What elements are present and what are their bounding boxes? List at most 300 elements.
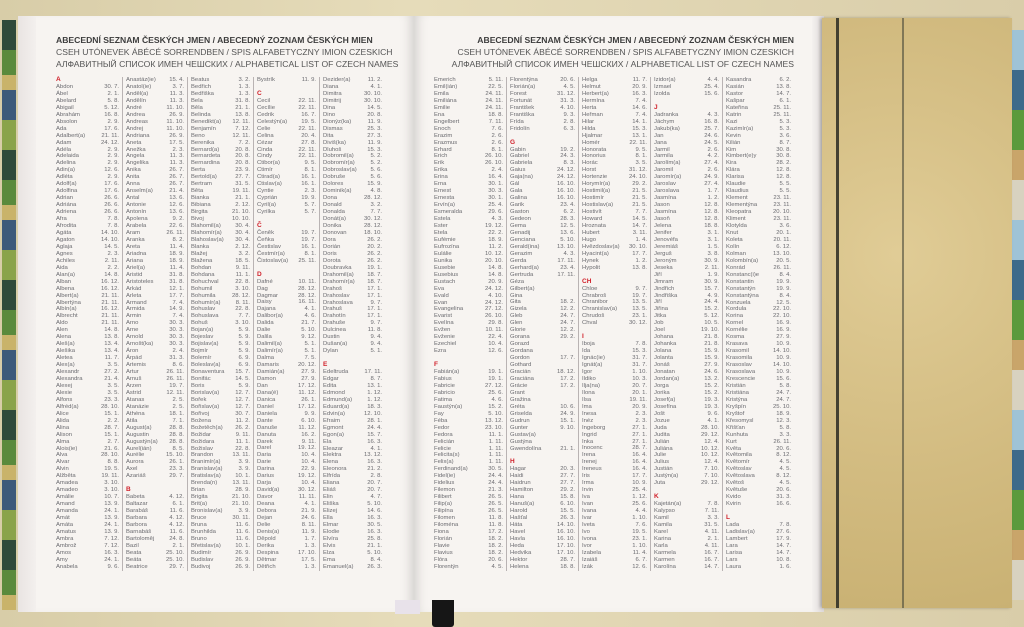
name-day-date: 16. 12. — [100, 306, 119, 313]
name-entry — [257, 494, 316, 501]
name: Ambra — [56, 535, 74, 542]
name: Ildiko — [582, 375, 596, 382]
name-day-date: 11. 4. — [169, 264, 184, 271]
name: Gabriela — [510, 160, 533, 167]
name-entry — [126, 529, 184, 536]
name: Evžen — [434, 327, 451, 334]
name-entry — [323, 230, 382, 237]
name-day-date: 11. 3. — [169, 160, 184, 167]
name: Adam — [56, 139, 72, 146]
name-day-date: 22. 8. — [235, 306, 250, 313]
name-entry — [323, 348, 382, 355]
name-day-date: 30. 10. — [363, 97, 382, 104]
name: Jozue — [654, 417, 670, 424]
name-entry — [323, 84, 382, 91]
name-entry — [323, 174, 382, 181]
heading-line-3: АЛФАВИТНЫЙ СПИСОК ИМЕН ЧЕШСКИХ / ALPHABETICAL LIST OF CZECH NAMES — [56, 59, 399, 69]
name-day-date: 27. 7. — [560, 480, 575, 487]
name-day-date: 20. 10. — [484, 257, 503, 264]
name-day-date: 19. 11. — [629, 396, 647, 403]
name-entry — [434, 188, 503, 195]
name: Daria — [257, 452, 272, 459]
name-day-date: 22. 8. — [235, 278, 250, 285]
name-entry — [654, 251, 719, 258]
name: Kasián — [726, 83, 745, 90]
name-entry — [56, 202, 119, 209]
name-entry — [323, 91, 382, 98]
name: Dobruše — [323, 174, 346, 181]
name-day-date: 4. 1. — [370, 445, 382, 452]
name-entry — [654, 223, 719, 230]
name-day-date: 19. 7. — [632, 292, 647, 299]
name-entry — [582, 508, 647, 515]
name-entry — [510, 112, 575, 119]
name-entry — [191, 432, 250, 439]
name-entry — [126, 244, 184, 251]
name-entry — [582, 452, 647, 459]
name-entry — [323, 480, 382, 487]
spacer — [126, 480, 184, 487]
name: Dalibor(a) — [257, 313, 283, 320]
name-entry — [434, 230, 503, 237]
name-day-date: 5. 11. — [488, 77, 503, 83]
name: Ema — [323, 556, 336, 563]
name-entry — [654, 272, 719, 279]
name: Fedora — [434, 431, 453, 438]
name: Elfrída — [323, 473, 341, 480]
name-entry — [582, 167, 647, 174]
name-day-date: 5. 8. — [779, 382, 791, 389]
name: Glen — [510, 320, 523, 327]
name-entry — [56, 112, 119, 119]
name-day-date: 10. 4. — [301, 452, 316, 459]
name-entry — [510, 188, 575, 195]
name-entry — [726, 425, 791, 432]
name: Hašťal — [510, 515, 528, 522]
name-entry — [434, 494, 503, 501]
name-entry — [434, 508, 503, 515]
name: Kristiána — [726, 389, 749, 396]
name-day-date: 4. 1. — [707, 417, 719, 424]
name-entry — [56, 160, 119, 167]
name: Jakub(ka) — [654, 125, 680, 132]
name: Havel — [510, 528, 526, 535]
name: Gustav(a) — [510, 431, 536, 438]
name-entry — [56, 515, 119, 522]
name-entry — [191, 529, 250, 536]
name-entry — [510, 341, 575, 348]
name-day-date: 14. 1. — [632, 118, 647, 125]
name: Ctibor(a) — [257, 160, 280, 167]
name: Jaromír(a) — [654, 174, 682, 181]
name-day-date: 13. 1. — [367, 382, 382, 389]
name: Adriena — [56, 209, 77, 216]
name: Ida — [582, 348, 591, 355]
name: Izák — [582, 563, 593, 570]
name: Knut — [726, 229, 739, 236]
name-entry — [56, 473, 119, 480]
name: Evarist — [434, 313, 453, 320]
name-day-date: 27. 12. — [484, 306, 503, 313]
name: Alena — [56, 334, 72, 341]
name: Hubert — [582, 229, 600, 236]
name-entry — [126, 362, 184, 369]
name-entry — [257, 299, 316, 306]
name-entry — [257, 439, 316, 446]
name: Alexej — [56, 382, 73, 389]
name: Kryšpín — [726, 403, 746, 410]
name-entry — [257, 425, 316, 432]
name: Hektor — [510, 556, 528, 563]
name-entry — [257, 167, 316, 174]
name-day-date: 4. 4. — [635, 508, 647, 515]
name-day-date: 17. 1. — [367, 292, 382, 299]
name-entry — [654, 425, 719, 432]
name-day-date: 26. 3. — [560, 515, 575, 522]
name-day-date: 26. 9. — [235, 556, 250, 563]
name-day-date: 10. 11. — [485, 327, 503, 334]
name-entry — [126, 383, 184, 390]
name-entry — [510, 265, 575, 272]
name: František — [510, 104, 535, 111]
name-day-date: 14. 5. — [235, 375, 250, 382]
name-entry — [323, 446, 382, 453]
name-entry — [257, 119, 316, 126]
name: Amát — [56, 515, 70, 522]
name-day-date: 30. 1. — [488, 195, 503, 202]
name-day-date: 2. 6. — [707, 167, 719, 174]
name: Lars — [726, 556, 738, 563]
name: Božislav — [191, 445, 213, 452]
name: Florián(a) — [510, 83, 536, 90]
name: Larisa — [726, 549, 743, 556]
name: Aurélie — [126, 452, 145, 459]
name-entry — [56, 404, 119, 411]
name-entry — [257, 397, 316, 404]
name-day-date: 13. 10. — [556, 243, 575, 250]
name-day-date: 4. 11. — [704, 528, 719, 535]
name-entry — [434, 515, 503, 522]
name-day-date: 3. 10. — [235, 285, 250, 292]
name-entry — [56, 536, 119, 543]
name-entry — [126, 286, 184, 293]
name-day-date: 16. 1. — [301, 181, 316, 188]
name-day-date: 23. 11. — [773, 216, 791, 223]
name-day-date: 23. 4. — [560, 264, 575, 271]
name-day-date: 27. 9. — [301, 368, 316, 375]
name-day-date: 20. 6. — [488, 556, 503, 563]
name-day-date: 5. 6. — [370, 174, 382, 181]
name: Abigail — [56, 104, 74, 111]
name-column — [650, 77, 722, 571]
name-entry — [323, 126, 382, 133]
name-day-date: 1. 10. — [632, 515, 647, 522]
name: Gedeon — [510, 216, 531, 223]
name: Konzuela — [726, 299, 751, 306]
name-entry — [257, 445, 316, 452]
name: Flavie — [434, 542, 450, 549]
name-entry — [510, 286, 575, 293]
name-entry — [323, 404, 382, 411]
name: Albert(a) — [56, 292, 79, 299]
section-letter: J — [654, 103, 658, 111]
name-day-date: 15. 3. — [632, 125, 647, 132]
name: Cyntie — [257, 188, 274, 195]
name-entry — [191, 487, 250, 494]
name: Drahuše — [323, 320, 346, 327]
name: Agáta — [56, 229, 72, 236]
name: Dalida — [257, 320, 274, 327]
name-day-date: 9. 3. — [563, 111, 575, 118]
name: Julián — [654, 438, 670, 445]
name: Egmont — [323, 424, 344, 431]
name-entry — [257, 536, 316, 543]
name-entry — [510, 529, 575, 536]
name-entry — [257, 508, 316, 515]
name: Aldo — [56, 320, 68, 327]
name-day-date: 5. 5. — [779, 188, 791, 195]
name-entry — [191, 293, 250, 300]
name-entry — [654, 501, 719, 508]
name-day-date: 17. 11. — [557, 271, 575, 278]
name-day-date: 28. 10. — [700, 424, 719, 431]
name: Jeroným — [654, 257, 677, 264]
section-letter: CH — [582, 277, 592, 285]
name-entry — [510, 557, 575, 564]
name-day-date: 14. 10. — [100, 229, 119, 236]
name-day-date: 19. 5. — [632, 528, 647, 535]
name: Hjalmar — [582, 132, 603, 139]
name-day-date: 18. 3. — [367, 403, 382, 410]
name-day-date: 31. 12. — [628, 167, 647, 174]
name-day-date: 5. 2. — [370, 153, 382, 160]
name-day-date: 26. 11. — [773, 264, 791, 271]
name: Krescencie — [726, 375, 756, 382]
name: Absolon — [56, 118, 78, 125]
name-day-date: 26. 6. — [104, 195, 119, 202]
name-entry — [726, 459, 791, 466]
name-entry — [582, 119, 647, 126]
name-day-date: 1. 12. — [367, 389, 382, 396]
name-day-date: 5. 9. — [238, 382, 250, 389]
name-entry — [56, 181, 119, 188]
name: Josefína — [654, 403, 677, 410]
name-entry — [126, 293, 184, 300]
name-day-date: 10. 3. — [632, 375, 647, 382]
name-entry — [56, 487, 119, 494]
right-page — [414, 16, 814, 612]
name-day-date: 5. 10. — [367, 501, 382, 508]
name-entry — [56, 251, 119, 258]
bookmark-ribbon[interactable] — [432, 600, 454, 627]
name: Ivona — [582, 535, 597, 542]
name-day-date: 9. 11. — [235, 431, 250, 438]
name-entry — [582, 348, 647, 355]
name: Krasomila — [726, 355, 753, 362]
name-entry — [56, 543, 119, 550]
name-day-date: 10. 12. — [700, 452, 719, 459]
name-entry — [434, 452, 503, 459]
name-day-date — [573, 279, 575, 286]
name-day-date: 23. 3. — [169, 466, 184, 473]
name-entry — [582, 515, 647, 522]
name: Klaudius — [726, 188, 749, 195]
name-day-date: 26. 2. — [235, 424, 250, 431]
name-day-date: 30. 4. — [235, 223, 250, 230]
name-day-date: 26. 5. — [488, 508, 503, 515]
name: Beata — [126, 549, 142, 556]
name-entry — [191, 369, 250, 376]
name-entry — [726, 418, 791, 425]
name: August(a) — [126, 424, 152, 431]
name-day-date: 17. 7. — [632, 473, 647, 480]
name-day-date: 7. 11. — [488, 118, 503, 125]
name-day-date: 28. 12. — [231, 292, 250, 299]
name-day-date: 28. 12. — [297, 285, 316, 292]
name-entry — [654, 341, 719, 348]
name-day-date: 13. 4. — [104, 341, 119, 348]
name-entry — [191, 466, 250, 473]
name: Atanas — [126, 396, 145, 403]
name-entry — [654, 327, 719, 334]
name-entry — [257, 174, 316, 181]
name-entry — [726, 265, 791, 272]
name-entry — [726, 432, 791, 439]
name-entry — [191, 91, 250, 98]
page-heading — [56, 34, 398, 70]
name: Koleta — [726, 236, 743, 243]
name: Alvin — [56, 466, 69, 473]
name-day-date: 21. 6. — [104, 445, 119, 452]
name-entry — [323, 564, 382, 571]
name-day-date: 24. 10. — [628, 174, 647, 181]
name-entry — [56, 522, 119, 529]
name-entry — [257, 564, 316, 571]
name: Drahomír(a) — [323, 278, 355, 285]
name-day-date: 15. 10. — [165, 452, 184, 459]
name-day-date: 20. 1. — [776, 229, 791, 236]
name: Bonifác — [191, 375, 211, 382]
name-entry — [257, 550, 316, 557]
name: Áron — [126, 348, 139, 355]
name: Hypolit — [582, 264, 601, 271]
name-day-date: 4. 12. — [169, 515, 184, 522]
name-day-date: 12. 7. — [235, 396, 250, 403]
name-entry — [726, 160, 791, 167]
name: Berta — [191, 167, 206, 174]
name: Bohuš — [191, 320, 208, 327]
name-day-date: 26. 3. — [367, 563, 382, 570]
name-entry — [257, 404, 316, 411]
name-day-date: 3. 10. — [104, 480, 119, 487]
name: Erazim — [434, 132, 453, 139]
name-entry — [654, 473, 719, 480]
name-entry — [257, 480, 316, 487]
name-day-date: 10. 1. — [235, 473, 250, 480]
name-entry — [126, 320, 184, 327]
name: Cinda — [257, 146, 273, 153]
name: Květomír — [726, 459, 750, 466]
name-day-date: 15. 2. — [704, 389, 719, 396]
name-entry — [726, 112, 791, 119]
name: Daniel — [257, 403, 274, 410]
name: Jaromil — [654, 167, 673, 174]
name: Aristid — [126, 271, 143, 278]
name: Gaja(na) — [510, 174, 533, 181]
section-letter: I — [582, 333, 584, 341]
name-entry — [126, 279, 184, 286]
name-day-date: 26. 6. — [104, 209, 119, 216]
name: Ena — [434, 111, 445, 118]
name-entry — [434, 411, 503, 418]
name-day-date: 30. 12. — [363, 216, 382, 223]
name: Dulcinea — [323, 327, 346, 334]
name-day-date: 12. 5. — [560, 223, 575, 229]
name: Kolombín(a) — [726, 257, 759, 264]
name: Jarolím(a) — [654, 160, 681, 167]
name-entry — [257, 126, 316, 133]
name-day-date: 12. 11. — [232, 132, 250, 139]
name-entry — [726, 487, 791, 494]
name-day-date: 29. 7. — [169, 563, 184, 570]
name: Božidar — [191, 431, 211, 438]
name: Albena — [56, 285, 75, 292]
name: Dimitra — [323, 90, 342, 97]
name-day-date: 9. 4. — [370, 334, 382, 341]
name-entry — [510, 327, 575, 334]
name: Gordana — [510, 348, 533, 355]
name-day-date: 10. 10. — [231, 216, 250, 223]
name-day-date: 15. 4. — [169, 77, 184, 83]
name-entry — [257, 244, 316, 251]
name-day-date: 4. 1. — [304, 501, 316, 508]
name-entry — [191, 126, 250, 133]
name: Dionýz(ka) — [323, 118, 352, 125]
name-entry — [726, 153, 791, 160]
name-entry — [510, 397, 575, 404]
name-entry — [257, 376, 316, 383]
name-entry — [582, 529, 647, 536]
name: Iveta — [582, 521, 595, 528]
name: Jarmila — [654, 153, 673, 160]
name-entry — [654, 181, 719, 188]
name-day-date: 13. 8. — [632, 264, 647, 271]
name: Arno — [126, 320, 139, 327]
name-day-date: 11. 8. — [367, 327, 382, 334]
name: Gerda — [510, 257, 527, 264]
name-day-date: 4. 11. — [704, 542, 719, 549]
name-entry — [126, 439, 184, 446]
name: Filemon — [434, 487, 455, 494]
name-day-date: 24. 4. — [704, 299, 719, 306]
name-day-date: 11. 3. — [169, 153, 184, 160]
name-day-date: 18. 8. — [488, 111, 503, 118]
name-day-date: 26. 9. — [169, 111, 184, 118]
name-entry — [582, 112, 647, 119]
name-entry — [726, 501, 791, 508]
name: Iva — [582, 494, 590, 501]
name-day-date: 21. 11. — [101, 292, 119, 299]
name-entry — [654, 174, 719, 181]
name-day-date: 16. 8. — [704, 118, 719, 125]
name-day-date: 23. 1. — [632, 313, 647, 320]
name-entry — [654, 362, 719, 369]
name-entry — [191, 119, 250, 126]
name-day-date: 30. 4. — [235, 236, 250, 243]
name-day-date: 18. 9. — [776, 410, 791, 417]
name-day-date: 7. 12. — [104, 535, 119, 542]
name: Jason — [654, 202, 670, 209]
